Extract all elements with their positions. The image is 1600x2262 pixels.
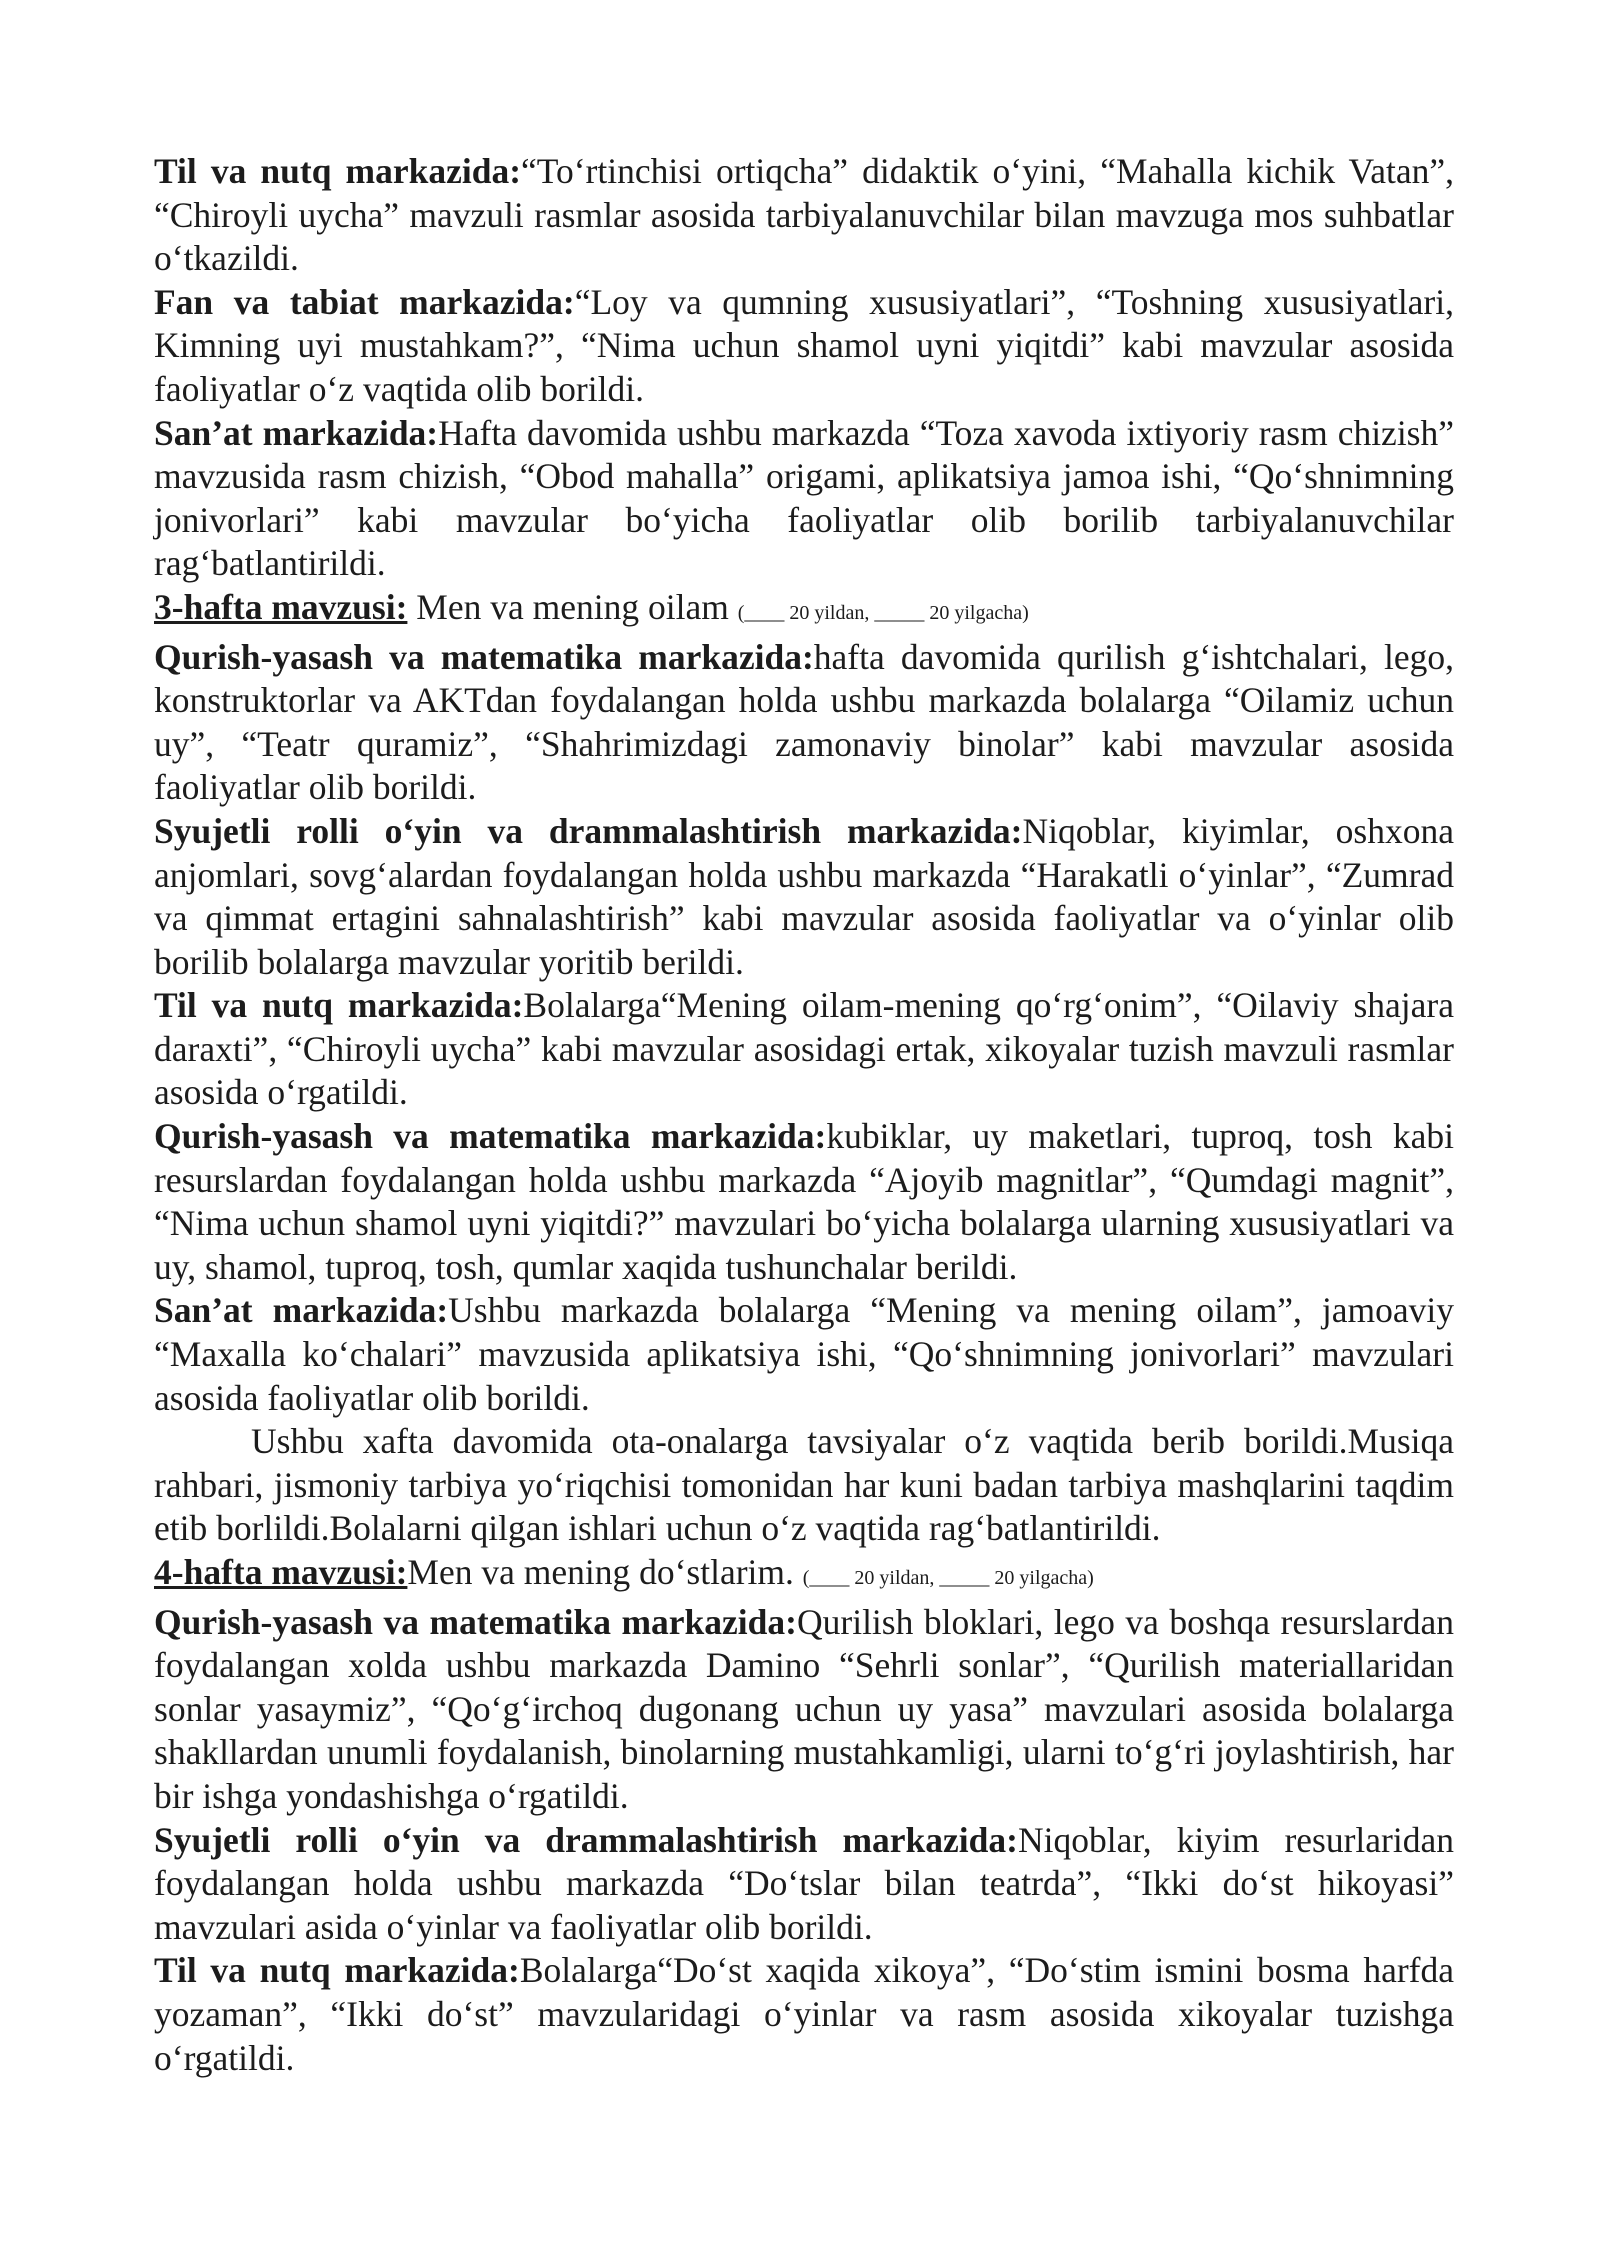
paragraph-label: Til va nutq markazida: [154, 1950, 520, 1991]
week3-topic: Men va mening oilam [407, 586, 738, 627]
paragraph-sanat [154, 1289, 1454, 1420]
paragraph-text: Bolalarga“Do‘st xaqida xikoya”, “Do‘stim ismini bosma harfda yozaman”, “Ikki do‘st” mavzularidagi o‘yinlar va rasm asosida xikoyalar tuzishga o‘rgatildi. [154, 1950, 1454, 2078]
week4-heading [154, 1551, 1454, 1601]
paragraph-text: Hafta davomida ushbu markazda “Toza xavoda ixtiyoriy rasm chizish” mavzusida rasm chizish, “Obod mahalla” origami, aplikatsiya jamoa ishi, “Qo‘shnimning jonivorlari” kabi mavzular bo‘yicha faoliyatlar olib borilib tarbiyalanuvchilar rag‘batlantirildi. [154, 412, 1455, 584]
paragraph-sanat [154, 412, 1454, 586]
week3-title: 3-hafta mavzusi: [154, 586, 408, 627]
week3-dates: (____ 20 yildan, _____ 20 yilgacha) [737, 601, 1029, 624]
paragraph-text: Niqoblar, kiyimlar, oshxona anjomlari, sovg‘alardan foydalangan holda ushbu markazda “Harakatli o‘yinlar”, “Zumrad va qimmat ertagini sahnalashtirish” kabi mavzular asosida faoliyatlar va o‘yinlar olib borilib bolalarga mavzular yoritib berildi. [154, 810, 1455, 982]
paragraph-text: Ushbu markazda bolalarga “Mening va mening oilam”, jamoaviy “Maxalla ko‘chalari” mavzusida aplikatsiya ishi, “Qo‘shnimning jonivorlari” mavzulari asosida faoliyatlar olib borildi. [154, 1290, 1454, 1418]
paragraph-text: “Loy va qumning xususiyatlari”, “Toshning xususiyatlari, Kimning uyi mustahkam?”, “Nima uchun shamol uyni yiqitdi” kabi mavzular asosida faoliyatlar o‘z vaqtida olib borildi. [154, 281, 1454, 409]
paragraph-fan-tabiat [154, 281, 1454, 412]
paragraph-syujetli [154, 1819, 1454, 1950]
week4-dates: (____ 20 yildan, _____ 20 yilgacha) [802, 1567, 1094, 1589]
week3-heading [154, 586, 1454, 636]
paragraph-label: Qurish-yasash va matematika markazida: [154, 1116, 827, 1157]
paragraph-label: Syujetli rolli o‘yin va drammalashtirish markazida: [154, 1819, 1018, 1860]
document-page [154, 150, 1454, 2080]
paragraph-text: Qurilish bloklari, lego va boshqa resurslardan foydalangan xolda ushbu markazda Damino “Sehrli sonlar”, “Qurilish materiallaridan sonlar yasaymiz”, “Qo‘g‘irchoq dugonang uchun uy yasa” mavzulari asosida bolalarga shakllardan unumli foydalanish, binolarning mustahkamligi, ularni to‘g‘ri joylashtirish, har bir ishga yondashishga o‘rgatildi. [154, 1601, 1454, 1816]
paragraph-til-nutq [154, 984, 1454, 1115]
paragraph-label: San’at markazida: [154, 412, 439, 453]
paragraph-label: Til va nutq markazida: [154, 151, 522, 191]
paragraph-syujetli [154, 810, 1454, 984]
paragraph-label: Til va nutq markazida: [154, 985, 524, 1026]
paragraph-text: kubiklar, uy maketlari, tuproq, tosh kabi resurslardan foydalangan holda ushbu markazda “Ajoyib magnitlar”, “Qumdagi magnit”, “Nima uchun shamol uyni yiqitdi?” mavzulari bo‘yicha bolalarga ularning xususiyatlari va uy, shamol, tuproq, tosh, qumlar xaqida tushunchalar berildi. [154, 1116, 1454, 1287]
paragraph-label: Qurish-yasash va matematika markazida: [154, 1601, 797, 1642]
paragraph-til-nutq [154, 150, 1454, 281]
paragraph-text: hafta davomida qurilish g‘ishtchalari, lego, konstruktorlar va AKTdan foydalangan holda ushbu markazda bolalarga “Oilamiz uchun uy”, “Teatr quramiz”, “Shahrimizdagi zamonaviy binolar” kabi mavzular asosida faoliyatlar olib borildi. [154, 636, 1455, 808]
paragraph-text: “To‘rtinchisi ortiqcha” didaktik o‘yini, “Mahalla kichik Vatan”, “Chiroyli uycha” mavzuli rasmlar asosida tarbiyalanuvchilar bilan mavzuga mos suhbatlar o‘tkazildi. [154, 151, 1454, 279]
paragraph-qurish-yasash [154, 1601, 1454, 1819]
week4-title: 4-hafta mavzusi: [154, 1552, 408, 1592]
paragraph-qurish-yasash [154, 1115, 1454, 1289]
paragraph-label: San’at markazida: [154, 1290, 449, 1331]
paragraph-text: Niqoblar, kiyim resurlaridan foydalangan holda ushbu markazda “Do‘tslar bilan teatrda”, “Ikki do‘st hikoyasi” mavzulari asida o‘yinlar va faoliyatlar olib borildi. [154, 1819, 1454, 1947]
paragraph-label: Syujetli rolli o‘yin va drammalashtirish markazida: [154, 810, 1023, 851]
paragraph-label: Qurish-yasash va matematika markazida: [154, 636, 814, 677]
paragraph-label: Fan va tabiat markazida: [154, 281, 575, 322]
summary-paragraph: Ushbu xafta davomida ota-onalarga tavsiyalar o‘z vaqtida berib borildi.Musiqa rahbari, jismoniy tarbiya yo‘riqchisi tomonidan har kuni badan tarbiya mashqlarini taqdim etib borlildi.Bolalarni qilgan ishlari uchun o‘z vaqtida rag‘batlantirildi. [154, 1421, 1454, 1549]
paragraph-til-nutq [154, 1949, 1454, 2080]
week4-topic: Men va mening do‘stlarim. [407, 1552, 803, 1592]
paragraph-qurish-yasash [154, 636, 1454, 810]
paragraph-text: Bolalarga“Mening oilam-mening qo‘rg‘onim”, “Oilaviy shajara daraxti”, “Chiroyli uycha” kabi mavzular asosidagi ertak, xikoyalar tuzish mavzuli rasmlar asosida o‘rgatildi. [154, 985, 1455, 1113]
